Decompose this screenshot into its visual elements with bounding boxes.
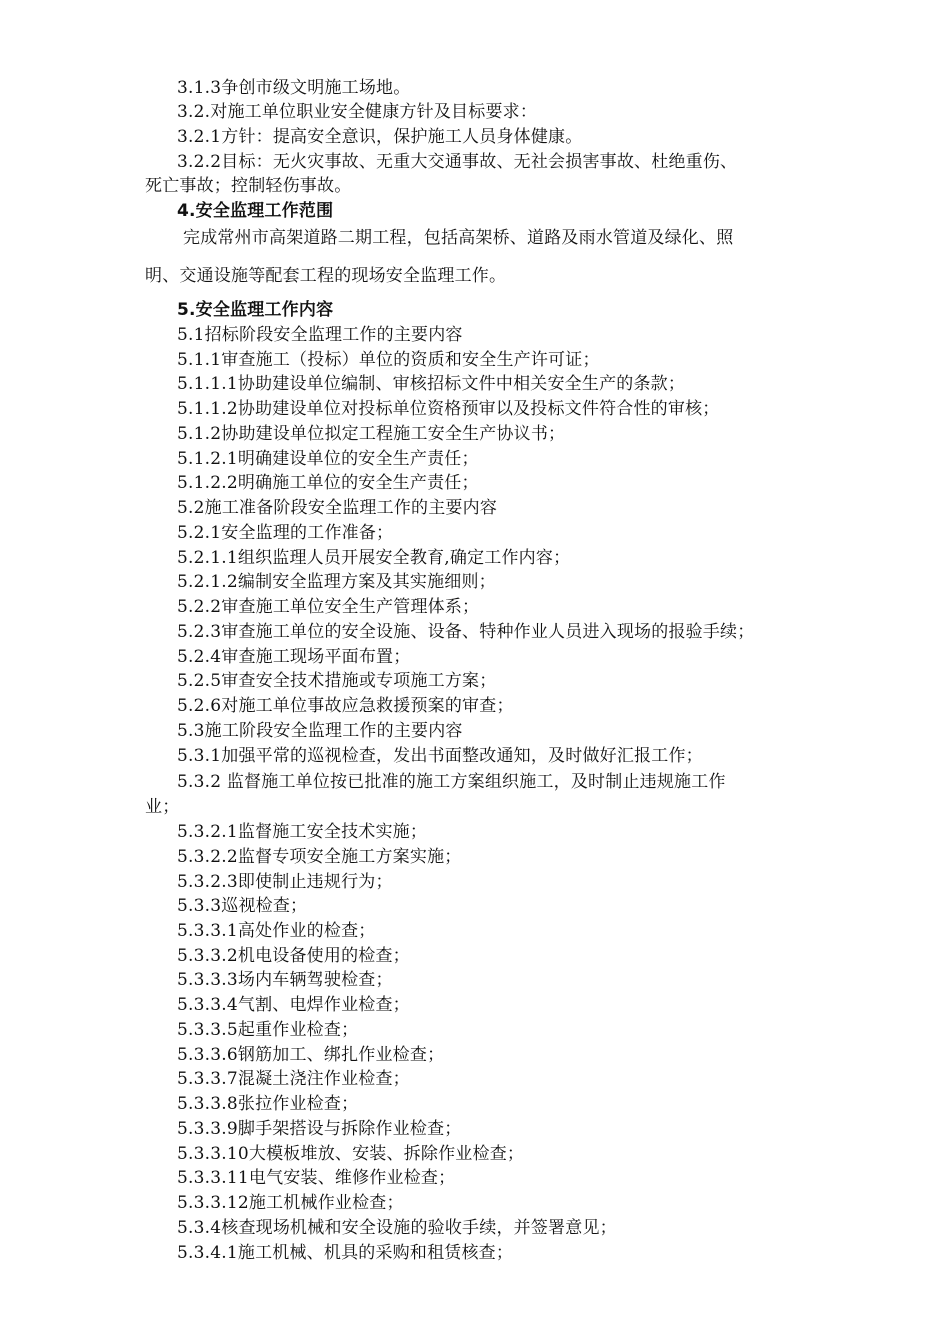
text-line: 5.3.3.12施工机械作业检查； <box>177 1193 404 1213</box>
text-line: 5.3.2.2监督专项安全施工方案实施； <box>177 847 462 867</box>
text-line: 5.1.1.2协助建设单位对投标单位资格预审以及投标文件符合性的审核； <box>177 399 720 419</box>
text-line: 明、交通设施等配套工程的现场安全监理工作。 <box>145 266 507 286</box>
text-line: 5.3.3巡视检查； <box>177 896 308 916</box>
text-line: 3.2.对施工单位职业安全健康方针及目标要求： <box>177 102 538 122</box>
text-line: 5.3.3.1高处作业的检查； <box>177 921 376 941</box>
text-line: 5.3.3.3场内车辆驾驶检查； <box>177 970 393 990</box>
text-line: 5.1.2.2明确施工单位的安全生产责任； <box>177 473 479 493</box>
text-line: 5.1.1审查施工（投标）单位的资质和安全生产许可证； <box>177 350 600 370</box>
text-line: 5.3.3.5起重作业检查； <box>177 1020 359 1040</box>
text-line: 3.2.2目标：无火灾事故、无重大交通事故、无社会损害事故、杜绝重伤、 <box>177 152 738 172</box>
text-line: 完成常州市高架道路二期工程，包括高架桥、道路及雨水管道及绿化、照 <box>183 228 734 248</box>
text-line: 5.3.3.8张拉作业检查； <box>177 1094 359 1114</box>
text-line: 5.2.1安全监理的工作准备； <box>177 523 394 543</box>
text-line: 5.1.2协助建设单位拟定工程施工安全生产协议书； <box>177 424 566 444</box>
text-line: 5.2.6对施工单位事故应急救援预案的审查； <box>177 696 514 716</box>
text-line: 5.2.1.2编制安全监理方案及其实施细则； <box>177 572 496 592</box>
section-heading: 4.安全监理工作范围 <box>177 201 334 221</box>
text-line: 3.2.1方针：提高安全意识，保护施工人员身体健康。 <box>177 127 583 147</box>
text-line: 5.2.1.1组织监理人员开展安全教育,确定工作内容； <box>177 548 571 568</box>
text-line: 5.2.3审查施工单位的安全设施、设备、特种作业人员进入现场的报验手续； <box>177 622 755 642</box>
text-line: 5.3施工阶段安全监理工作的主要内容 <box>177 721 463 741</box>
text-line: 3.1.3争创市级文明施工场地。 <box>177 78 411 98</box>
text-line: 5.3.2.3即使制止违规行为； <box>177 872 393 892</box>
text-line: 5.1.1.1协助建设单位编制、审核招标文件中相关安全生产的条款； <box>177 374 686 394</box>
text-line: 死亡事故；控制轻伤事故。 <box>145 176 352 196</box>
text-line: 5.2.4审查施工现场平面布置； <box>177 647 411 667</box>
text-line: 5.3.2.1监督施工安全技术实施； <box>177 822 428 842</box>
text-line: 5.3.3.2机电设备使用的检查； <box>177 946 410 966</box>
text-line: 业； <box>145 797 180 817</box>
text-line: 5.2.2审查施工单位安全生产管理体系； <box>177 597 480 617</box>
text-line: 5.3.3.11电气安装、维修作业检查； <box>177 1168 456 1188</box>
text-line: 5.3.3.9脚手架搭设与拆除作业检查； <box>177 1119 462 1139</box>
text-line: 5.1招标阶段安全监理工作的主要内容 <box>177 325 463 345</box>
text-line: 5.3.2 监督施工单位按已批准的施工方案组织施工，及时制止违规施工作 <box>177 772 726 792</box>
text-line: 5.3.1加强平常的巡视检查，发出书面整改通知，及时做好汇报工作； <box>177 746 703 766</box>
section-heading: 5.安全监理工作内容 <box>177 300 334 320</box>
text-line: 5.3.4核查现场机械和安全设施的验收手续，并签署意见； <box>177 1218 617 1238</box>
text-line: 5.3.3.4气割、电焊作业检查； <box>177 995 410 1015</box>
text-line: 5.3.3.6钢筋加工、绑扎作业检查； <box>177 1045 445 1065</box>
text-line: 5.3.3.7混凝土浇注作业检查； <box>177 1069 410 1089</box>
text-line: 5.2施工准备阶段安全监理工作的主要内容 <box>177 498 498 518</box>
text-line: 5.1.2.1明确建设单位的安全生产责任； <box>177 449 479 469</box>
text-line: 5.3.4.1施工机械、机具的采购和租赁核查； <box>177 1243 514 1263</box>
text-line: 5.3.3.10大模板堆放、安装、拆除作业检查； <box>177 1144 525 1164</box>
text-line: 5.2.5审查安全技术措施或专项施工方案； <box>177 671 497 691</box>
